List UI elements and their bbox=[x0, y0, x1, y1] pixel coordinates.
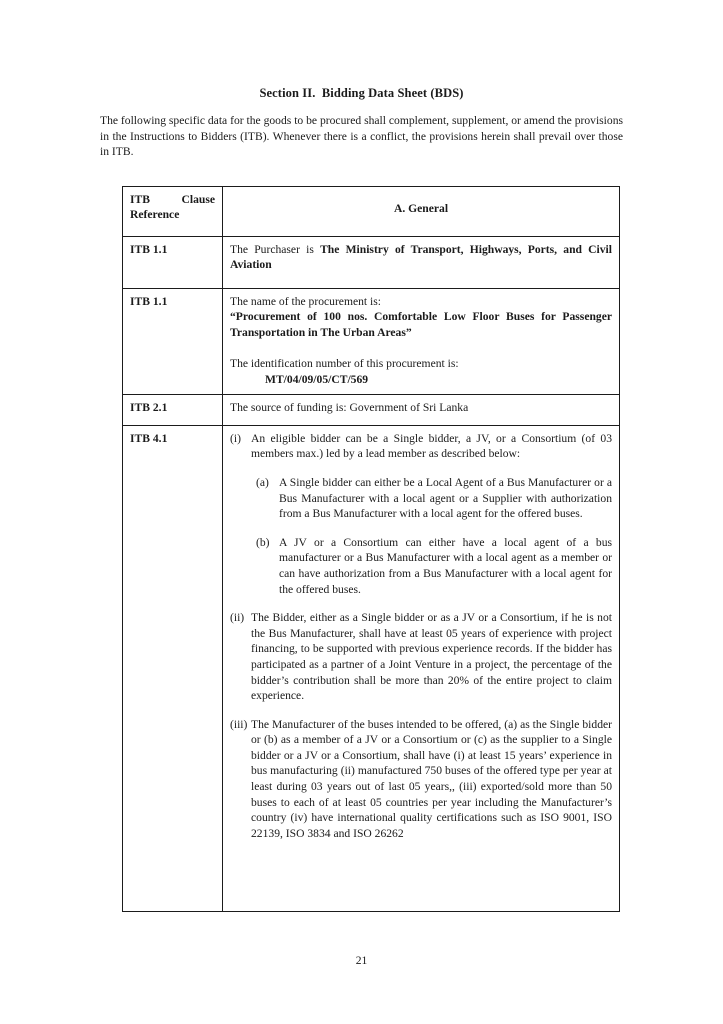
table-row-eligibility bbox=[123, 425, 620, 911]
clause-i bbox=[230, 431, 612, 462]
table-header-row bbox=[123, 186, 620, 236]
procurement-name-intro: The name of the procurement is: bbox=[230, 294, 381, 308]
eligibility-cell bbox=[223, 425, 620, 911]
funding-cell bbox=[223, 394, 620, 425]
purchaser-prefix: The Purchaser is bbox=[230, 242, 321, 256]
clause-b-text: A JV or a Consortium can either have a local agent of a bus manufacturer or a Bus Manufacturer with a local agent as a member or can have authorization from a Bus Manufacturer with a local agent for the offered buses. bbox=[279, 535, 612, 596]
procurement-id-number: MT/04/09/05/CT/569 bbox=[265, 372, 369, 386]
clause-iii bbox=[230, 717, 612, 842]
itb-ref-4-1: ITB 4.1 bbox=[123, 425, 223, 911]
table-row-funding bbox=[123, 394, 620, 425]
clause-a-text: A Single bidder can either be a Local Agent of a Bus Manufacturer or a Bus Manufacturer with a local agent or a Supplier with authorization from a Bus Manufacturer with a local agent for the offered buses. bbox=[279, 475, 612, 521]
section-title: Section II. Bidding Data Sheet (BDS) bbox=[259, 86, 464, 100]
funding-text: The source of funding is: Government of Sri Lanka bbox=[230, 400, 469, 414]
clause-ii bbox=[230, 610, 612, 704]
clause-iii-text: The Manufacturer of the buses intended to be offered, (a) as the Single bidder or (b) as a member of a JV or a Consortium or (c) as the supplier to a Single bidder or a JV or a Consortium, shall have (i) at least 15 years’ experience in bus manufacturing (ii) manufactured 750 buses of the offered type per year at least during 03 years out of last 05 years,, (iii) exported/sold more than 50 buses to each of at least 05 countries per year including the Manufacturer’s country (iv) have international quality certifications such as ISO 9001, ISO 22139, ISO 3834 and ISO 26262 bbox=[251, 717, 612, 840]
purchaser-name: The Ministry of Transport, Highways, Ports, and Civil Aviation bbox=[230, 242, 612, 272]
itb-ref-1-1-purchaser: ITB 1.1 bbox=[123, 236, 223, 288]
header-itb-clause-reference: ITB Clause Reference bbox=[123, 186, 223, 236]
clause-ii-marker: (ii) bbox=[230, 611, 245, 625]
clause-b bbox=[256, 535, 612, 597]
clause-iii-marker: (iii) bbox=[230, 717, 248, 731]
purchaser-text bbox=[230, 242, 612, 273]
itb-ref-1-1-name: ITB 1.1 bbox=[123, 288, 223, 394]
header-section-a-general: A. General bbox=[223, 186, 620, 236]
eligibility-clauses bbox=[230, 431, 612, 842]
procurement-id-intro: The identification number of this procurement is: bbox=[230, 357, 459, 371]
bds-table bbox=[122, 186, 620, 912]
clause-i-text: An eligible bidder can be a Single bidder, a JV, or a Consortium (of 03 members max.) led by a lead member as described below: bbox=[251, 431, 612, 461]
procurement-name-cell bbox=[223, 288, 620, 394]
table-row-procurement-name bbox=[123, 288, 620, 394]
clause-i-marker: (i) bbox=[230, 431, 241, 445]
clause-a-marker: (a) bbox=[256, 475, 269, 489]
intro-paragraph: The following specific data for the goods to be procured shall complement, supplement, or amend the provisions in the Instructions to Bidders (ITB). Whenever there is a conflict, the provisions herein shall prevail over those in ITB. bbox=[100, 114, 623, 159]
clause-b-marker: (b) bbox=[256, 535, 270, 549]
itb-ref-2-1: ITB 2.1 bbox=[123, 394, 223, 425]
page-number: 21 bbox=[355, 953, 368, 967]
clause-ii-text: The Bidder, either as a Single bidder or as a JV or a Consortium, if he is not the Bus Manufacturer, shall have at least 05 years of experience with project financing, to be supported with previous experience records. If the bidder has participated as a partner of a Joint Venture in a project, the percentage of the bidder’s contribution shall be more than 20% of the entire project to claim experience. bbox=[251, 611, 612, 703]
procurement-name-title: “Procurement of 100 nos. Comfortable Low Floor Buses for Passenger Transportation in The Urban Areas” bbox=[230, 310, 612, 339]
purchaser-cell bbox=[223, 236, 620, 288]
table-row-purchaser bbox=[123, 236, 620, 288]
clause-a bbox=[256, 475, 612, 522]
